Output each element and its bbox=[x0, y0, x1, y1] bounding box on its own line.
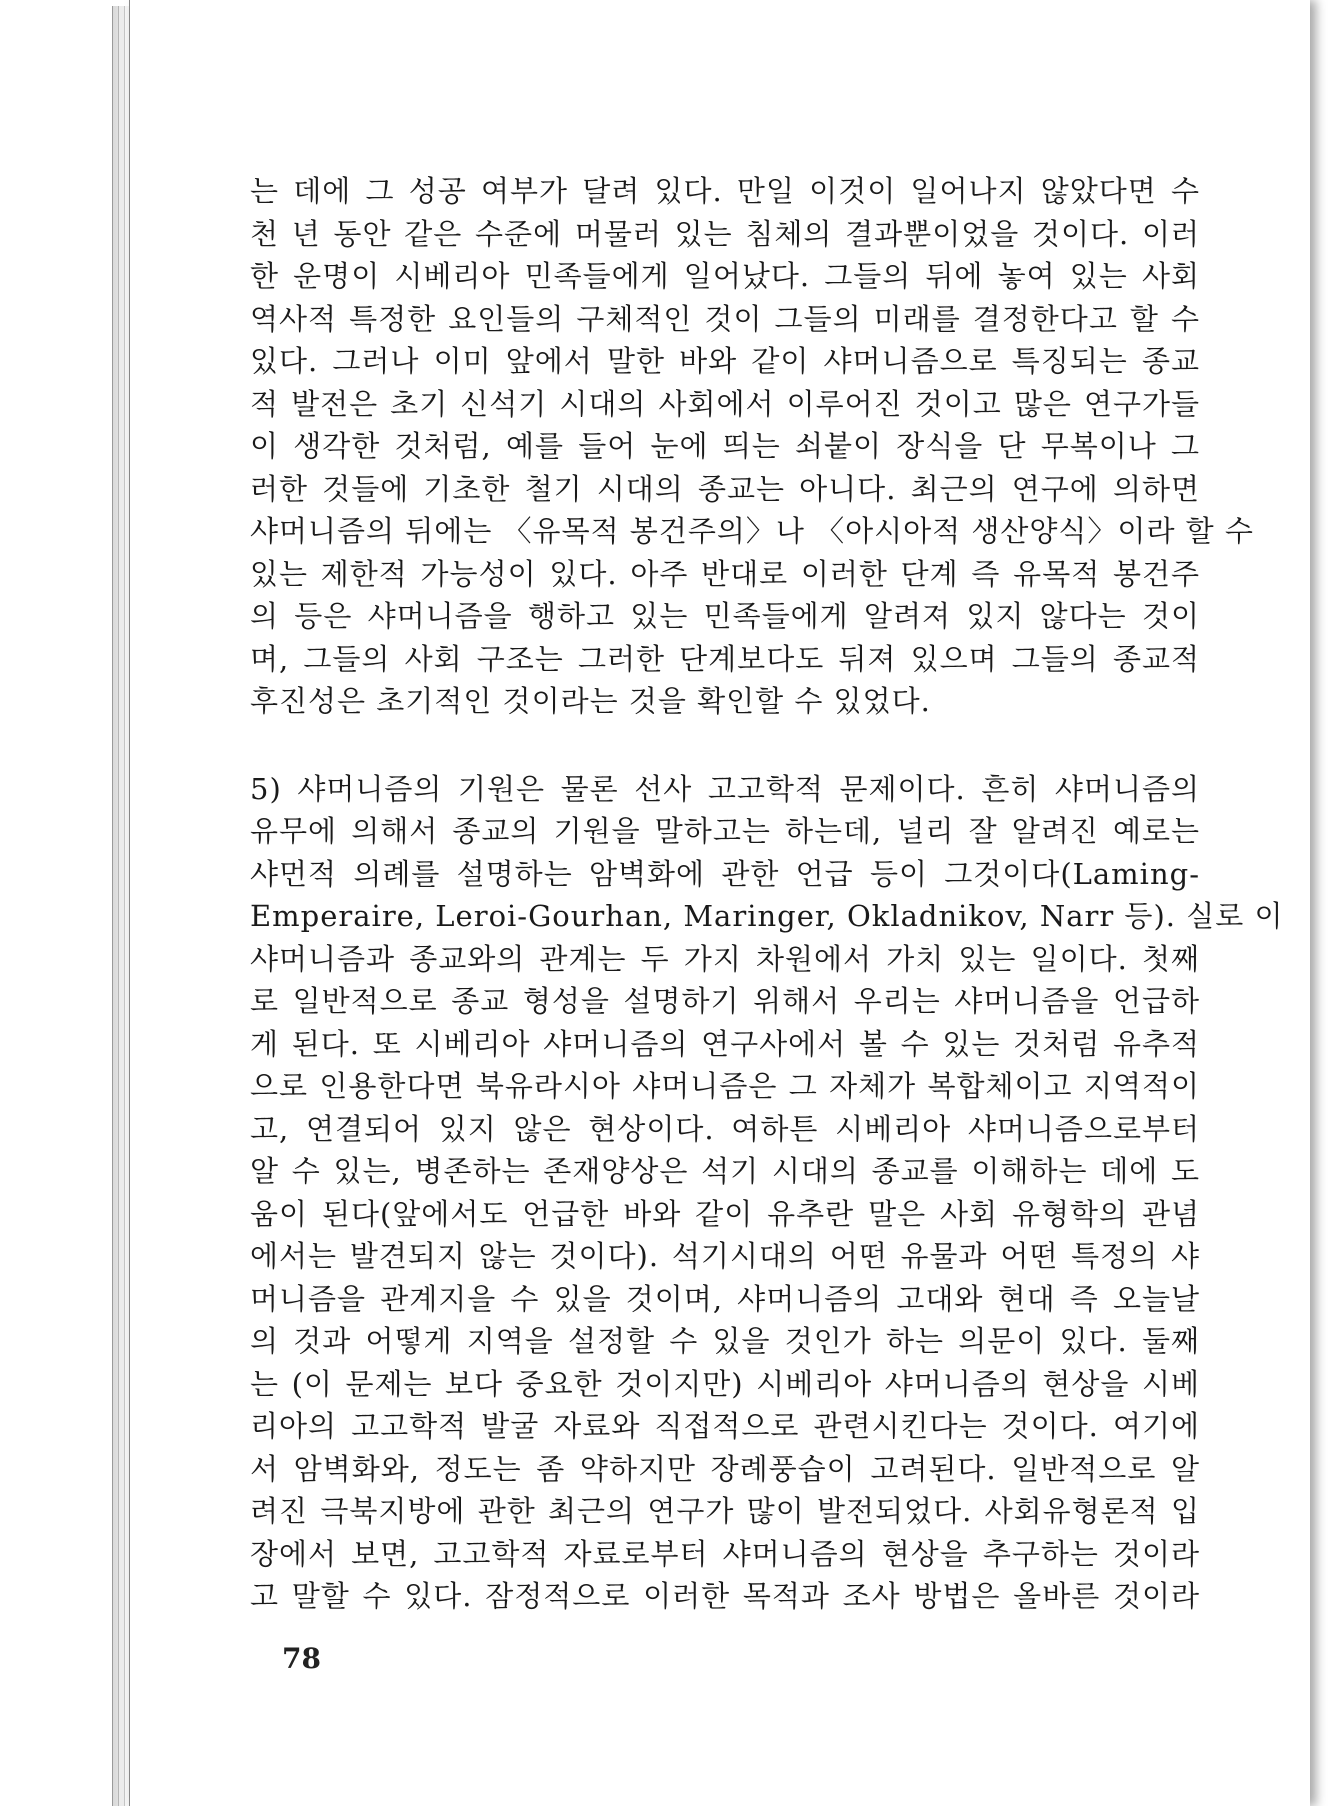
text-line: 에서는 발견되지 않는 것이다). 석기시대의 어떤 유물과 어떤 특정의 샤 bbox=[250, 1239, 1200, 1273]
text-line: 있다. 그러나 이미 앞에서 말한 바와 같이 샤머니즘으로 특징되는 종교 bbox=[250, 344, 1200, 378]
text-line: 움이 된다(앞에서도 언급한 바와 같이 유추란 말은 사회 유형학의 관념 bbox=[250, 1196, 1200, 1231]
text-line: Emperaire, Leroi-Gourhan, Maringer, Okladnikov, Narr 등). 실로 이 bbox=[250, 899, 1284, 933]
text-line: 샤머니즘의 뒤에는 〈유목적 봉건주의〉나 〈아시아적 생산양식〉이라 할 수 bbox=[250, 514, 1254, 548]
text-line: 로 일반적으로 종교 형성을 설명하기 위해서 우리는 샤머니즘을 언급하 bbox=[250, 984, 1200, 1018]
text-line: 샤머니즘과 종교와의 관계는 두 가지 차원에서 가치 있는 일이다. 첫째 bbox=[250, 941, 1200, 976]
text-line: 는 데에 그 성공 여부가 달려 있다. 만일 이것이 일어나지 않았다면 수 bbox=[250, 174, 1200, 208]
text-line: 적 발전은 초기 신석기 시대의 사회에서 이루어진 것이고 많은 연구가들 bbox=[250, 386, 1200, 421]
body-text bbox=[250, 170, 1284, 1618]
text-line: 는 (이 문제는 보다 중요한 것이지만) 시베리아 샤머니즘의 현상을 시베 bbox=[250, 1366, 1200, 1401]
book-page bbox=[130, 0, 1310, 1806]
text-line: 5) 샤머니즘의 기원은 물론 선사 고고학적 문제이다. 흔히 샤머니즘의 bbox=[250, 771, 1200, 806]
text-line: 있는 제한적 가능성이 있다. 아주 반대로 이러한 단계 즉 유목적 봉건주 bbox=[250, 556, 1200, 591]
text-line: 의 것과 어떻게 지역을 설정할 수 있을 것인가 하는 의문이 있다. 둘째 bbox=[250, 1324, 1200, 1358]
text-line: 한 운명이 시베리아 민족들에게 일어났다. 그들의 뒤에 놓여 있는 사회 bbox=[250, 259, 1200, 293]
text-line: 려진 극북지방에 관한 최근의 연구가 많이 발전되었다. 사회유형론적 입 bbox=[250, 1494, 1200, 1528]
text-line: 알 수 있는, 병존하는 존재양상은 석기 시대의 종교를 이해하는 데에 도 bbox=[250, 1154, 1200, 1188]
text-line: 샤먼적 의례를 설명하는 암벽화에 관한 언급 등이 그것이다(Laming- bbox=[250, 856, 1200, 891]
text-line: 리아의 고고학적 발굴 자료와 직접적으로 관련시킨다는 것이다. 여기에 bbox=[250, 1409, 1200, 1443]
text-line: 서 암벽화와, 정도는 좀 약하지만 장례풍습이 고려된다. 일반적으로 알 bbox=[250, 1451, 1200, 1486]
text-line: 러한 것들에 기초한 철기 시대의 종교는 아니다. 최근의 연구에 의하면 bbox=[250, 471, 1200, 506]
text-line: 고, 연결되어 있지 않은 현상이다. 여하튼 시베리아 샤머니즘으로부터 bbox=[250, 1111, 1200, 1146]
text-line: 의 등은 샤머니즘을 행하고 있는 민족들에게 알려져 있지 않다는 것이 bbox=[250, 599, 1200, 633]
text-line: 천 년 동안 같은 수준에 머물러 있는 침체의 결과뿐이었을 것이다. 이러 bbox=[250, 216, 1200, 251]
text-line: 머니즘을 관계지을 수 있을 것이며, 샤머니즘의 고대와 현대 즉 오늘날 bbox=[250, 1281, 1200, 1316]
text-line: 며, 그들의 사회 구조는 그러한 단계보다도 뒤져 있으며 그들의 종교적 bbox=[250, 641, 1200, 676]
text-line: 장에서 보면, 고고학적 자료로부터 샤머니즘의 현상을 추구하는 것이라 bbox=[250, 1536, 1200, 1571]
text-line: 고 말할 수 있다. 잠정적으로 이러한 목적과 조사 방법은 올바른 것이라 bbox=[250, 1579, 1200, 1613]
text-line: 게 된다. 또 시베리아 샤머니즘의 연구사에서 볼 수 있는 것처럼 유추적 bbox=[250, 1026, 1200, 1061]
text-line: 후진성은 초기적인 것이라는 것을 확인할 수 있었다. bbox=[250, 684, 931, 718]
paragraph-gap bbox=[250, 723, 1200, 768]
text-line: 이 생각한 것처럼, 예를 들어 눈에 띄는 쇠붙이 장식을 단 무복이나 그 bbox=[250, 429, 1200, 463]
paragraph bbox=[250, 170, 1254, 723]
text-line: 유무에 의해서 종교의 기원을 말하고는 하는데, 널리 잘 알려진 예로는 bbox=[250, 814, 1200, 848]
text-line: 으로 인용한다면 북유라시아 샤머니즘은 그 자체가 복합체이고 지역적이 bbox=[250, 1069, 1200, 1103]
text-line: 역사적 특정한 요인들의 구체적인 것이 그들의 미래를 결정한다고 할 수 bbox=[250, 301, 1200, 336]
page-number: 78 bbox=[282, 1642, 321, 1675]
paragraph bbox=[250, 768, 1284, 1618]
